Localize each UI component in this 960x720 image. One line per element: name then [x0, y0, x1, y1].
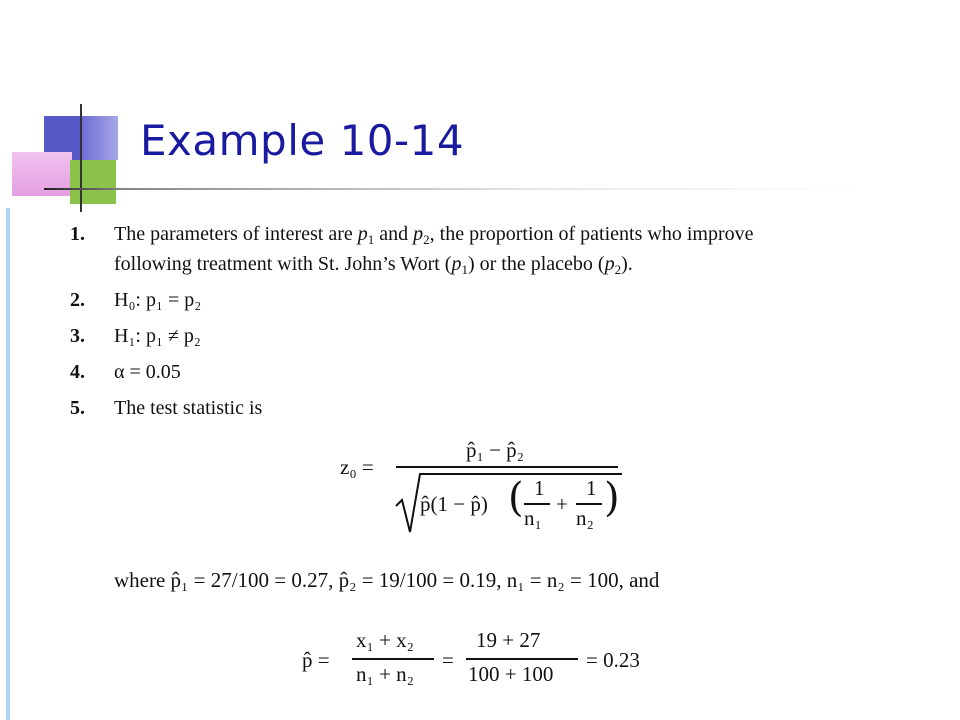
step-number: 1.	[70, 223, 85, 245]
z0-lhs: z₀ =	[340, 455, 374, 479]
plus-sign: +	[556, 492, 568, 516]
phat-denominator-values: 100 + 100	[468, 662, 554, 686]
header-horizontal-rule	[44, 188, 864, 190]
step-1-line-1: The parameters of interest are $p_1$ and $p_2$, the proportion of patients who improve	[114, 223, 754, 247]
frac1-bar	[524, 503, 550, 505]
step-number: 3.	[70, 325, 85, 347]
equals-sign: =	[442, 648, 454, 672]
where-line: where p̂₁ = 27/100 = 0.27, p̂₂ = 19/100 = 0.19, n₁ = n₂ = 100, and	[114, 568, 660, 592]
step-1-line-2: following treatment with St. John’s Wort $(p_1)$ or the placebo $(p_2)$.	[114, 253, 633, 277]
frac2-numerator: 1	[586, 476, 597, 500]
alternative-hypothesis: H₁: p₁ ≠ p₂	[114, 325, 201, 347]
frac1-numerator: 1	[534, 476, 545, 500]
frac2-bar	[576, 503, 602, 505]
header-decoration-blue-gradient	[80, 116, 118, 160]
phat-lhs: p̂ =	[302, 648, 330, 672]
null-hypothesis: H₀: p₁ = p₂	[114, 289, 202, 311]
frac1-denominator: n₁	[524, 506, 542, 530]
z0-fraction-bar	[396, 466, 618, 468]
phat-denominator: n₁ + n₂	[356, 662, 414, 686]
step-number: 2.	[70, 289, 85, 311]
step-5-text: The test statistic is	[114, 397, 263, 419]
phat-result: = 0.23	[586, 648, 640, 672]
close-paren: )	[604, 475, 620, 521]
frac2-denominator: n₂	[576, 506, 594, 530]
significance-level: α = 0.05	[114, 361, 181, 383]
phat-values-fraction-bar	[466, 658, 578, 660]
step-number: 5.	[70, 397, 85, 419]
header-vertical-rule	[80, 104, 82, 212]
phat-fraction-bar	[352, 658, 434, 660]
phat-numerator: x₁ + x₂	[356, 628, 414, 652]
z0-numerator: p̂₁ − p̂₂	[466, 438, 524, 462]
open-paren: (	[508, 475, 524, 521]
header-decoration-green-square	[70, 160, 116, 204]
left-accent-bar	[6, 208, 10, 720]
step-number: 4.	[70, 361, 85, 383]
phat-numerator-values: 19 + 27	[476, 628, 541, 652]
slide-title: Example 10-14	[140, 116, 465, 165]
z0-denominator-term: p̂(1 − p̂)	[420, 492, 488, 516]
